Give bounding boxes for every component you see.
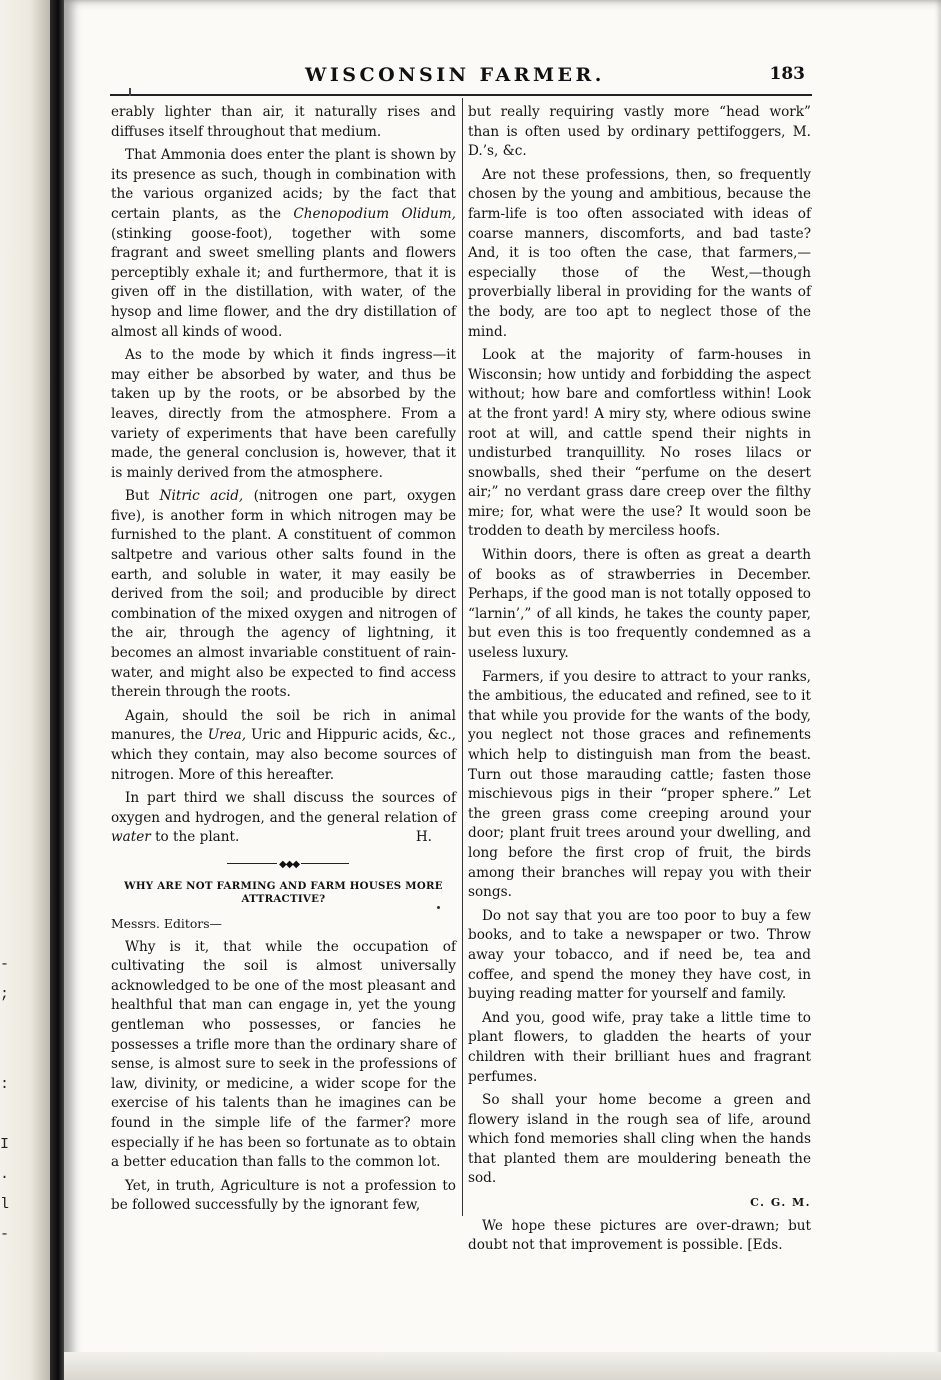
header-tick-mark: [129, 88, 131, 96]
paragraph: Do not say that you are too poor to buy a few books, and to take a newspaper or two. Throw away your tobacco, and if need be, tea and coffee, and spend the money they have cost, in buying reading matter for yourself and family.: [468, 907, 811, 1003]
paragraph: Within doors, there is often as great a dearth of books as of strawberries in December. Perhaps, if the good man is not totally opposed to “larnin’,” of all kinds, he takes the county paper, but even this is too frequently condemned as a useless luxury.: [468, 547, 811, 662]
page-number: 183: [769, 64, 805, 84]
paragraph: [111, 707, 456, 785]
previous-page-margin-marks: - ; : I . l -: [0, 956, 10, 1243]
paragraph: And you, good wife, pray take a little time to plant flowers, to gladden the hearts of your children with their brilliant hues and fragrant perfumes.: [468, 1009, 811, 1085]
italic-text: Urea,: [207, 727, 247, 744]
section-divider: [111, 856, 456, 870]
paragraph: As to the mode by which it finds ingress—it may either be absorbed by water, and thus be taken up by the roots, or be absorbed by the leaves, directly from the atmosphere. From a variety of experiments that have been carefully made, the general conclusion is, however, that it is mainly derived from the atmosphere.: [111, 347, 456, 481]
text-run: That Ammonia does enter the plant is shown by its presence as such, though in combination with the various organized acids; by the fact that certain plants, as the: [111, 147, 456, 222]
paragraph: Are not these professions, then, so frequently chosen by the young and ambitious, because the farm-life is too often associated with ideas of coarse manners, discomforts, and bad taste? And, it is too often the case, that farmers,—especially those of the West,—though proverbially liberal in providing for the wants of the body, are too apt to neglect those of the mind.: [468, 166, 811, 340]
text-run: In part third we shall discuss the sources of oxygen and hydrogen, and the general relation of: [111, 790, 456, 826]
paragraph: [111, 487, 456, 703]
text-run: But: [125, 488, 160, 505]
right-column: [468, 103, 811, 1260]
running-header: [245, 64, 805, 94]
diamond-ornament-icon: ◆◆◆: [277, 855, 301, 875]
editors-note: We hope these pictures are over-drawn; but doubt not that improvement is possible. [Eds.: [468, 1217, 811, 1254]
article-title: WHY ARE NOT FARMING AND FARM HOUSES MORE ATTRACTIVE?: [124, 879, 443, 905]
column-divider: [462, 98, 463, 1216]
previous-page-edge: [0, 0, 50, 1380]
page-bottom-edge: [64, 1352, 941, 1380]
salutation: Messrs. Editors—: [111, 915, 222, 931]
text-run: Again, should the soil be rich in animal manures, the: [111, 707, 456, 744]
journal-title: WISCONSIN FARMER.: [305, 64, 605, 86]
italic-text: Chenopodium Olidum,: [293, 205, 456, 222]
paragraph: So shall your home become a green and flowery island in the rough sea of life, around which fond memories shall cling when the hands that planted them are mouldering beneath the sod.: [468, 1092, 811, 1187]
paragraph: Yet, in truth, Agriculture is not a profession to be followed successfully by the ignorant few,: [111, 1177, 456, 1214]
paragraph: Farmers, if you desire to attract to your ranks, the ambitious, the educated and refined, see to it that while you provide for the wants of the body, you neglect not those graces and refinements which help to distinguish man from the beast. Turn out those marauding cattle; fasten those mischievous pigs in their “proper sphere.” Let the green grass come creeping around your door; plant fruit trees around your dwelling, and long before the first crop of fruit, the birds among their branches will repay you with their songs.: [468, 668, 811, 901]
paragraph: erably lighter than air, it naturally rises and diffuses itself throughout that medium.: [111, 104, 456, 140]
header-rule: [110, 94, 812, 96]
author-initial: H.: [415, 829, 432, 846]
paragraph: Look at the majority of farm-houses in Wisconsin; how untidy and forbidding the aspect without; how bare and comfortless within! Look at the front yard! A miry sty, where odious swine root at will, and cattle spend their nights in undisturbed tranquillity. No roses lilacs or snowballs, shed their “perfume on the desert air;” no verdant grass dare creep over the filthy mire; for, what were the use? It would soon be trodden to death by merciless hoofs.: [468, 347, 811, 540]
italic-text: Nitric acid,: [159, 488, 244, 505]
left-column: [111, 103, 456, 1220]
text-run: (stinking goose-foot), together with some fragrant and sweet smelling plants and flowers perceptibly exhale it; and furthermore, that it is given off in the distillation, with water, of the hysop and lime flower, and the dry distillation of almost all kinds of wood.: [111, 225, 456, 340]
text-run: Uric and Hippuric acids, &c., which they contain, may also become sources of nitrogen. More of this hereafter.: [111, 727, 457, 783]
text-run: (nitrogen one part, oxygen five), is another form in which nitrogen may be furnished to the plant. A constituent of common saltpetre and various other salts found in the earth, and soluble in water, it may easily be derived from the soil; and producible by direct combination of the mixed oxygen and nitrogen of the air, through the agency of lightning, it becomes an almost invariable constituent of rain-water, and might also be expected to find access therein through the roots.: [111, 488, 456, 701]
italic-text: water: [111, 829, 151, 846]
binding-gutter: [50, 0, 64, 1380]
paragraph: [111, 789, 456, 848]
paragraph: but really requiring vastly more “head work” than is often used by ordinary pettifoggers, M. D.’s, &c.: [468, 104, 811, 160]
text-run: to the plant.: [150, 829, 240, 846]
paragraph: [111, 146, 456, 342]
signature: C. G. M.: [750, 1196, 811, 1210]
paragraph: Why is it, that while the occupation of cultivating the soil is almost universally acknowledged to be one of the most pleasant and healthful that man can engage in, yet the young gentleman who possesses, or fancies he possesses a trifle more than the ordinary share of sense, is almost sure to seek in the professions of law, divinity, or medicine, a wider scope for the exercise of his talents than he imagines can be found in the simple life of the farmer? more especially if he has been so fortunate as to obtain a better education than falls to the common lot.: [111, 938, 456, 1171]
